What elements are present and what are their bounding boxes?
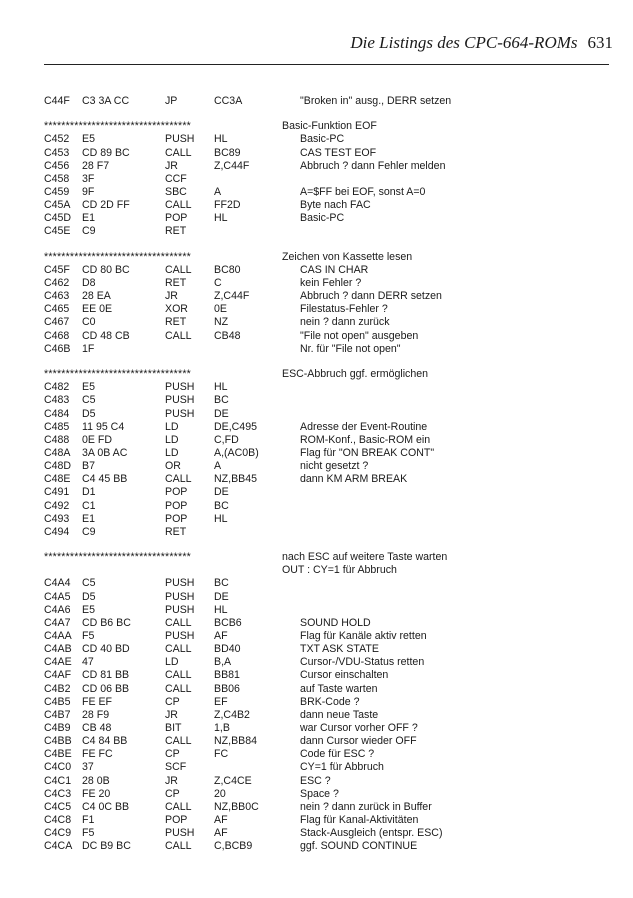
hex-bytes: 28 F7 <box>82 159 110 172</box>
mnemonic: POP <box>165 212 188 225</box>
code-line <box>44 290 609 303</box>
address: C46B <box>44 342 71 355</box>
comment: Nr. für "File not open" <box>300 342 401 355</box>
hex-bytes: CD 81 BB <box>82 669 130 682</box>
hex-bytes: E1 <box>82 212 95 225</box>
section-header <box>44 120 609 133</box>
code-line <box>44 212 609 225</box>
code-line <box>44 133 609 146</box>
hex-bytes: E5 <box>82 133 95 146</box>
hex-bytes: C5 <box>82 577 96 590</box>
mnemonic: CALL <box>165 616 192 629</box>
code-line <box>44 735 609 748</box>
address: C4A5 <box>44 590 71 603</box>
operand: A,(AC0B) <box>214 446 259 459</box>
mnemonic: POP <box>165 512 188 525</box>
address: C4AE <box>44 656 72 669</box>
hex-bytes: D5 <box>82 407 96 420</box>
code-line <box>44 748 609 761</box>
code-line <box>44 591 609 604</box>
operand: C <box>214 277 222 290</box>
hex-bytes: CD 48 CB <box>82 329 130 342</box>
mnemonic: CP <box>165 695 180 708</box>
mnemonic: PUSH <box>165 827 195 840</box>
comment: Adresse der Event-Routine <box>300 420 428 433</box>
address: C467 <box>44 316 70 329</box>
operand: B,A <box>214 656 232 669</box>
code-line <box>44 840 609 853</box>
address: C4BB <box>44 735 72 748</box>
code-line <box>44 827 609 840</box>
comment: Abbruch ? dann Fehler melden <box>300 159 446 172</box>
address: C4A4 <box>44 577 71 590</box>
comment: Basic-PC <box>300 133 345 146</box>
page-number: 631 <box>587 33 613 52</box>
address: C4C5 <box>44 800 72 813</box>
hex-bytes: 28 F9 <box>82 708 110 721</box>
mnemonic: BIT <box>165 721 182 734</box>
hex-bytes: D1 <box>82 486 96 499</box>
comment: CAS IN CHAR <box>300 263 369 276</box>
section-title: Basic-Funktion EOF <box>282 120 377 133</box>
comment: Cursor-/VDU-Status retten <box>300 656 425 669</box>
section-note <box>44 564 609 577</box>
address: C45D <box>44 212 72 225</box>
comment: Basic-PC <box>300 212 345 225</box>
operand: NZ,BB0C <box>214 800 259 813</box>
code-line <box>44 343 609 356</box>
address: C463 <box>44 290 70 303</box>
address: C4A6 <box>44 603 71 616</box>
mnemonic: PUSH <box>165 603 195 616</box>
comment: nein ? dann zurück <box>300 316 390 329</box>
code-line <box>44 486 609 499</box>
mnemonic: CALL <box>165 199 192 212</box>
operand: AF <box>214 827 228 840</box>
code-line <box>44 761 609 774</box>
mnemonic: JP <box>165 95 178 107</box>
operand: 1,B <box>214 721 230 734</box>
blank-line <box>44 108 609 120</box>
code-line <box>44 147 609 160</box>
operand: Z,C4CE <box>214 774 252 787</box>
comment: Stack-Ausgleich (entspr. ESC) <box>300 827 443 840</box>
code-line <box>44 617 609 630</box>
comment: nein ? dann zurück in Buffer <box>300 800 432 813</box>
mnemonic: CALL <box>165 800 192 813</box>
mnemonic: PUSH <box>165 394 195 407</box>
comment: auf Taste warten <box>300 682 378 695</box>
mnemonic: PUSH <box>165 407 195 420</box>
address: C44F <box>44 95 70 107</box>
operand: A <box>214 460 222 473</box>
operand: HL <box>214 212 228 225</box>
comment: SOUND HOLD <box>300 616 371 629</box>
code-line <box>44 95 609 108</box>
running-header <box>350 33 613 53</box>
code-line <box>44 330 609 343</box>
mnemonic: CCF <box>165 172 187 185</box>
address: C4C8 <box>44 813 72 826</box>
address: C483 <box>44 394 70 407</box>
operand: FC <box>214 748 229 761</box>
hex-bytes: 3A 0B AC <box>82 446 128 459</box>
comment: Filestatus-Fehler ? <box>300 303 388 316</box>
separator-stars: ********************************** <box>44 120 191 133</box>
address: C485 <box>44 420 70 433</box>
separator-stars: ********************************** <box>44 250 191 263</box>
mnemonic: PUSH <box>165 629 195 642</box>
hex-bytes: B7 <box>82 460 95 473</box>
operand: FF2D <box>214 199 241 212</box>
operand: Z,C44F <box>214 290 250 303</box>
comment: Code für ESC ? <box>300 748 375 761</box>
address: C45A <box>44 199 71 212</box>
operand: AF <box>214 813 228 826</box>
mnemonic: RET <box>165 316 187 329</box>
comment: CY=1 für Abbruch <box>300 761 384 774</box>
hex-bytes: EE 0E <box>82 303 113 316</box>
address: C4C1 <box>44 774 72 787</box>
mnemonic: CP <box>165 787 180 800</box>
hex-bytes: F1 <box>82 813 95 826</box>
mnemonic: LD <box>165 656 179 669</box>
operand: A <box>214 186 222 199</box>
address: C4B2 <box>44 682 71 695</box>
code-line <box>44 277 609 290</box>
operand: DE <box>214 590 229 603</box>
operand: BCB6 <box>214 616 242 629</box>
address: C4B7 <box>44 708 71 721</box>
address: C48A <box>44 446 71 459</box>
operand: AF <box>214 629 228 642</box>
comment: ESC ? <box>300 774 331 787</box>
comment: Flag für Kanal-Aktivitäten <box>300 813 419 826</box>
hex-bytes: C4 45 BB <box>82 473 128 486</box>
mnemonic: CALL <box>165 840 192 853</box>
hex-bytes: CB 48 <box>82 721 112 734</box>
address: C452 <box>44 133 70 146</box>
hex-bytes: DC B9 BC <box>82 840 131 853</box>
hex-bytes: CD 2D FF <box>82 199 130 212</box>
hex-bytes: C3 3A CC <box>82 95 130 107</box>
section-header <box>44 251 609 264</box>
operand: HL <box>214 603 228 616</box>
mnemonic: POP <box>165 486 188 499</box>
code-line <box>44 473 609 486</box>
code-line <box>44 513 609 526</box>
code-line <box>44 814 609 827</box>
operand: HL <box>214 381 228 394</box>
hex-bytes: 28 0B <box>82 774 110 787</box>
operand: Z,C44F <box>214 159 250 172</box>
code-line <box>44 801 609 814</box>
mnemonic: CP <box>165 748 180 761</box>
hex-bytes: C4 84 BB <box>82 735 128 748</box>
address: C482 <box>44 381 70 394</box>
hex-bytes: C0 <box>82 316 96 329</box>
operand: DE <box>214 407 229 420</box>
hex-bytes: 37 <box>82 761 94 774</box>
hex-bytes: C1 <box>82 499 96 512</box>
hex-bytes: E5 <box>82 603 95 616</box>
address: C458 <box>44 172 70 185</box>
separator-stars: ********************************** <box>44 368 191 381</box>
operand: Z,C4B2 <box>214 708 250 721</box>
mnemonic: PUSH <box>165 381 195 394</box>
hex-bytes: C5 <box>82 394 96 407</box>
hex-bytes: 47 <box>82 656 94 669</box>
section-title: nach ESC auf weitere Taste warten <box>282 551 448 564</box>
address: C493 <box>44 512 70 525</box>
comment: Cursor einschalten <box>300 669 389 682</box>
operand: C,FD <box>214 433 239 446</box>
address: C4A7 <box>44 616 71 629</box>
code-line <box>44 225 609 238</box>
hex-bytes: E1 <box>82 512 95 525</box>
mnemonic: RET <box>165 277 187 290</box>
comment: "File not open" ausgeben <box>300 329 419 342</box>
comment: ggf. SOUND CONTINUE <box>300 840 418 853</box>
address: C4CA <box>44 840 73 853</box>
hex-bytes: 0E FD <box>82 433 113 446</box>
comment: dann KM ARM BREAK <box>300 473 408 486</box>
address: C456 <box>44 159 70 172</box>
code-line <box>44 316 609 329</box>
mnemonic: JR <box>165 774 178 787</box>
code-line <box>44 303 609 316</box>
section-header <box>44 551 609 564</box>
hex-bytes: F5 <box>82 827 95 840</box>
operand: CB48 <box>214 329 241 342</box>
code-line <box>44 643 609 656</box>
code-line <box>44 408 609 421</box>
address: C48D <box>44 460 72 473</box>
hex-bytes: CD 40 BD <box>82 643 130 656</box>
comment: nicht gesetzt ? <box>300 460 369 473</box>
code-line <box>44 500 609 513</box>
comment: Flag für Kanäle aktiv retten <box>300 629 427 642</box>
code-line <box>44 434 609 447</box>
mnemonic: JR <box>165 290 178 303</box>
mnemonic: PUSH <box>165 577 195 590</box>
comment: TXT ASK STATE <box>300 643 379 656</box>
address: C488 <box>44 433 70 446</box>
mnemonic: SBC <box>165 186 187 199</box>
code-line <box>44 264 609 277</box>
hex-bytes: FE FC <box>82 748 113 761</box>
address: C4AB <box>44 643 72 656</box>
code-line <box>44 722 609 735</box>
code-line <box>44 669 609 682</box>
mnemonic: OR <box>165 460 181 473</box>
operand: C,BCB9 <box>214 840 253 853</box>
operand: BD40 <box>214 643 241 656</box>
mnemonic: POP <box>165 499 188 512</box>
mnemonic: XOR <box>165 303 188 316</box>
mnemonic: RET <box>165 525 187 538</box>
operand: BC <box>214 577 229 590</box>
address: C468 <box>44 329 70 342</box>
mnemonic: PUSH <box>165 133 195 146</box>
code-line <box>44 173 609 186</box>
hex-bytes: C4 0C BB <box>82 800 130 813</box>
hex-bytes: C9 <box>82 525 96 538</box>
operand: HL <box>214 512 228 525</box>
code-line <box>44 577 609 590</box>
operand: BB81 <box>214 669 240 682</box>
code-line <box>44 394 609 407</box>
mnemonic: JR <box>165 708 178 721</box>
hex-bytes: 3F <box>82 172 95 185</box>
hex-bytes: FE 20 <box>82 787 111 800</box>
operand: DE,C495 <box>214 420 257 433</box>
code-line <box>44 186 609 199</box>
assembly-listing <box>44 95 609 853</box>
operand: BC <box>214 394 229 407</box>
address: C453 <box>44 146 70 159</box>
comment: dann Cursor wieder OFF <box>300 735 417 748</box>
address: C4BE <box>44 748 72 761</box>
operand: 0E <box>214 303 227 316</box>
comment: "Broken in" ausg., DERR setzen <box>300 95 452 107</box>
address: C494 <box>44 525 70 538</box>
code-line <box>44 160 609 173</box>
operand: NZ <box>214 316 229 329</box>
mnemonic: JR <box>165 159 178 172</box>
comment: Abbruch ? dann DERR setzen <box>300 290 442 303</box>
address: C4C3 <box>44 787 72 800</box>
operand: CC3A <box>214 95 243 107</box>
operand: EF <box>214 695 228 708</box>
address: C492 <box>44 499 70 512</box>
code-line <box>44 696 609 709</box>
mnemonic: POP <box>165 813 188 826</box>
address: C462 <box>44 277 70 290</box>
operand: NZ,BB84 <box>214 735 257 748</box>
page-title: Die Listings des CPC-664-ROMs <box>350 33 578 52</box>
hex-bytes: CD 06 BB <box>82 682 130 695</box>
comment: Space ? <box>300 787 339 800</box>
code-line <box>44 460 609 473</box>
hex-bytes: E5 <box>82 381 95 394</box>
header-rule <box>44 64 609 65</box>
code-line <box>44 656 609 669</box>
section-note-text: OUT : CY=1 für Abbruch <box>282 564 397 577</box>
address: C45E <box>44 225 71 238</box>
code-line <box>44 630 609 643</box>
hex-bytes: 11 95 C4 <box>82 420 125 433</box>
comment: BRK-Code ? <box>300 695 360 708</box>
comment: ROM-Konf., Basic-ROM ein <box>300 433 431 446</box>
mnemonic: PUSH <box>165 590 195 603</box>
comment: war Cursor vorher OFF ? <box>300 721 418 734</box>
operand: BB06 <box>214 682 240 695</box>
mnemonic: CALL <box>165 682 192 695</box>
hex-bytes: 9F <box>82 186 95 199</box>
hex-bytes: CD 80 BC <box>82 263 130 276</box>
address: C4AA <box>44 629 72 642</box>
mnemonic: RET <box>165 225 187 238</box>
hex-bytes: CD B6 BC <box>82 616 131 629</box>
code-line <box>44 788 609 801</box>
section-title: Zeichen von Kassette lesen <box>282 250 413 263</box>
hex-bytes: CD 89 BC <box>82 146 130 159</box>
hex-bytes: D8 <box>82 277 96 290</box>
section-header <box>44 368 609 381</box>
mnemonic: CALL <box>165 735 192 748</box>
operand: BC <box>214 499 229 512</box>
operand: NZ,BB45 <box>214 473 257 486</box>
blank-line <box>44 356 609 368</box>
hex-bytes: FE EF <box>82 695 113 708</box>
mnemonic: CALL <box>165 329 192 342</box>
mnemonic: LD <box>165 420 179 433</box>
code-line <box>44 421 609 434</box>
code-line <box>44 447 609 460</box>
hex-bytes: C9 <box>82 225 96 238</box>
address: C48E <box>44 473 71 486</box>
code-line <box>44 709 609 722</box>
separator-stars: ********************************** <box>44 551 191 564</box>
operand: HL <box>214 133 228 146</box>
address: C459 <box>44 186 70 199</box>
code-line <box>44 199 609 212</box>
comment: A=$FF bei EOF, sonst A=0 <box>300 186 426 199</box>
mnemonic: CALL <box>165 669 192 682</box>
address: C4C9 <box>44 827 72 840</box>
code-line <box>44 775 609 788</box>
mnemonic: LD <box>165 446 179 459</box>
address: C491 <box>44 486 70 499</box>
operand: BC80 <box>214 263 241 276</box>
code-line <box>44 683 609 696</box>
mnemonic: CALL <box>165 263 192 276</box>
comment: Flag für "ON BREAK CONT" <box>300 446 435 459</box>
address: C4B5 <box>44 695 71 708</box>
hex-bytes: D5 <box>82 590 96 603</box>
comment: Byte nach FAC <box>300 199 371 212</box>
comment: kein Fehler ? <box>300 277 362 290</box>
address: C4C0 <box>44 761 72 774</box>
blank-line <box>44 239 609 251</box>
mnemonic: CALL <box>165 643 192 656</box>
code-line <box>44 381 609 394</box>
hex-bytes: 1F <box>82 342 95 355</box>
address: C45F <box>44 263 70 276</box>
comment: CAS TEST EOF <box>300 146 377 159</box>
blank-line <box>44 539 609 551</box>
address: C4AF <box>44 669 72 682</box>
mnemonic: SCF <box>165 761 187 774</box>
address: C465 <box>44 303 70 316</box>
operand: BC89 <box>214 146 241 159</box>
address: C4B9 <box>44 721 71 734</box>
mnemonic: LD <box>165 433 179 446</box>
hex-bytes: F5 <box>82 629 95 642</box>
comment: dann neue Taste <box>300 708 379 721</box>
mnemonic: CALL <box>165 146 192 159</box>
hex-bytes: 28 EA <box>82 290 111 303</box>
section-title: ESC-Abbruch ggf. ermöglichen <box>282 368 429 381</box>
mnemonic: CALL <box>165 473 192 486</box>
address: C484 <box>44 407 70 420</box>
operand: 20 <box>214 787 226 800</box>
operand: DE <box>214 486 229 499</box>
code-line <box>44 604 609 617</box>
code-line <box>44 526 609 539</box>
